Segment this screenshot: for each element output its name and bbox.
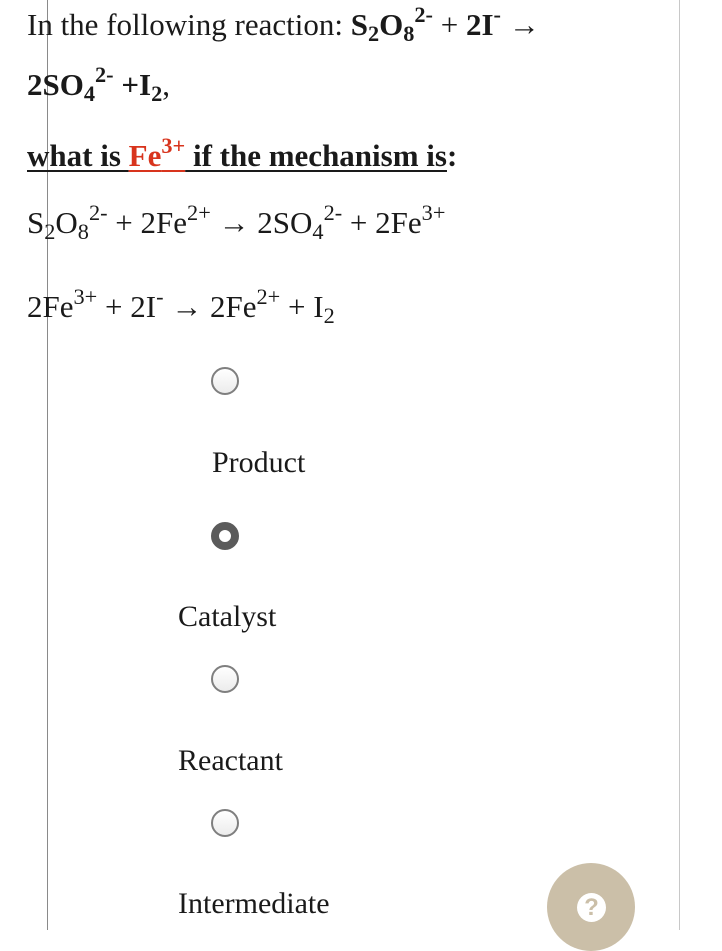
product-iodine: $+I_2$: [121, 67, 163, 107]
reactant-persulfate: $S_2O_8^{2-}$: [350, 2, 433, 47]
step1-iron-iii: $2Fe^{3+}$: [375, 200, 446, 240]
option-label-catalyst[interactable]: Catalyst: [178, 600, 277, 633]
radio-product[interactable]: [211, 367, 239, 395]
trailing-comma: ,: [162, 67, 170, 102]
help-button[interactable]: [547, 863, 635, 951]
prompt-species: $Fe^{3+}$: [128, 133, 186, 173]
question-prompt: [27, 133, 458, 173]
option-label-reactant[interactable]: Reactant: [178, 744, 283, 777]
right-margin-line: [679, 0, 680, 930]
option-label-intermediate[interactable]: Intermediate: [178, 887, 330, 920]
prompt-before: what is: [27, 138, 129, 173]
mechanism-step-1: [27, 200, 446, 245]
step1-sulfate: $2SO_4^{2-}$: [257, 200, 343, 245]
step2-iron-ii: $2Fe^{2+}$: [210, 284, 281, 324]
plus-sign: +: [440, 7, 459, 42]
reaction-arrow: →: [508, 7, 540, 42]
question-line-2: [27, 62, 170, 107]
radio-catalyst[interactable]: [211, 522, 239, 550]
step2-iodide: 2I-: [130, 284, 164, 324]
step2-plus: +: [105, 289, 123, 324]
mechanism-step-2: [27, 284, 335, 329]
step1-plus: +: [115, 205, 133, 240]
radio-intermediate[interactable]: [211, 809, 239, 837]
step1-arrow: →: [218, 205, 250, 240]
prompt-colon: :: [446, 138, 458, 173]
step2-plus-2: +: [288, 289, 306, 324]
step2-arrow: →: [171, 289, 203, 324]
help-icon: ?: [577, 893, 606, 922]
question-intro: In the following reaction:: [27, 7, 343, 42]
product-sulfate: $2SO_4^{2-}$: [27, 62, 114, 107]
step1-plus-2: +: [349, 205, 368, 240]
step1-persulfate: $S_2O_8^{2-}$: [27, 200, 108, 245]
step1-iron-ii: $2Fe^{2+}$: [140, 200, 211, 240]
reactant-iodide: 2I-: [465, 2, 501, 42]
step2-iron-iii: $2Fe^{3+}$: [27, 284, 98, 324]
prompt-after: if the mechanism is: [185, 138, 447, 173]
step2-iodine: $I_2$: [313, 289, 335, 329]
radio-reactant[interactable]: [211, 665, 239, 693]
option-label-product[interactable]: Product: [212, 446, 306, 479]
question-line-1: [27, 2, 540, 47]
